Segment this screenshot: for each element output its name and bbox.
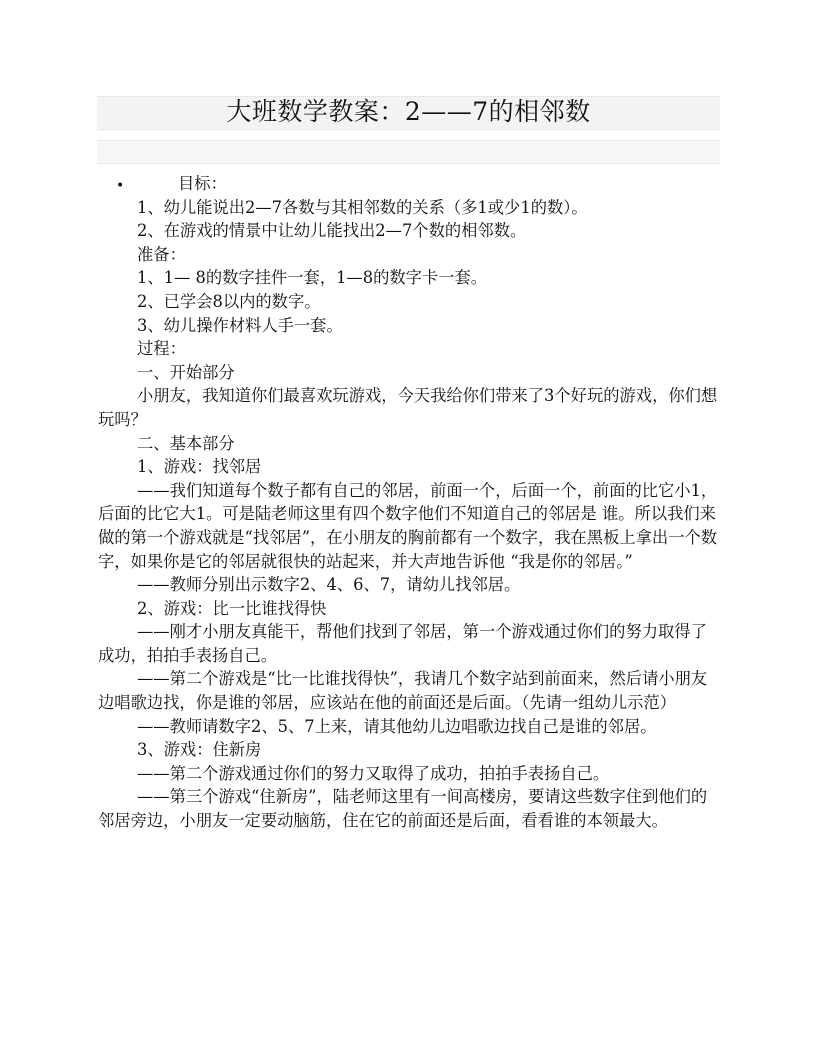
game-3-heading: 3、游戏：住新房 [137,740,262,760]
game-2-heading: 2、游戏：比一比谁找得快 [137,598,327,618]
game-1-activity: ——教师分别出示数字2、4、6、7，请幼儿找邻居。 [137,575,521,595]
process-heading: 过程： [137,339,186,359]
section-start-heading: 一、开始部分 [137,362,235,382]
goal-heading: 目标： [178,174,227,193]
lesson-body [98,172,718,833]
prep-item-1: 1、1— 8的数字挂件一套，1—8的数字卡一套。 [137,268,488,288]
goal-item-1: 1、幼儿能说出2—7各数与其相邻数的关系（多1或少1的数）。 [137,197,588,217]
game-2-activity: ——教师请数字2、5、7上来，请其他幼儿边唱歌边找自己是谁的邻居。 [137,716,657,736]
page-title: 大班数学教案：2——7的相邻数 [226,97,591,126]
prep-item-3: 3、幼儿操作材料人手一套。 [137,315,343,335]
paragraph-intro: 小朋友，我知道你们最喜欢玩游戏，今天我给你们带来了3个好玩的游戏，你们想玩吗？ [98,386,718,429]
game-1-heading: 1、游戏：找邻居 [137,457,262,477]
game-3-description: ——第三个游戏“住新房”，陆老师这里有一间高楼房，要请这些数字住到他们的邻居旁边，小朋友一定要动脑筋，住在它的前面还是后面，看看谁的本领最大。 [98,787,708,831]
list-bullet: • [116,178,125,194]
game-3-praise: ——第二个游戏通过你们的努力又取得了成功，拍拍手表扬自己。 [137,763,610,783]
section-basic-heading: 二、基本部分 [137,433,235,453]
prep-item-2: 2、已学会8以内的数字。 [137,291,321,311]
game-1-description: ——我们知道每个数子都有自己的邻居，前面一个，后面一个，前面的比它小1，后面的比它大1。可是陆老师这里有四个数字他们不知道自己的邻居是 谁。所以我们来做的第一个游戏就是“找邻居”，在小朋友的胸前都有一个数字，我在黑板上拿出一个数字，如果你是它的邻居就很快的站起来，并大声地告诉他 “我是你的邻居。” [98,480,718,571]
goal-item-2: 2、在游戏的情景中让幼儿能找出2—7个数的相邻数。 [137,221,527,241]
subtitle-background [97,140,720,164]
game-2-praise: ——刚才小朋友真能干，帮他们找到了邻居，第一个游戏通过你们的努力取得了成功，拍拍手表扬自己。 [98,622,707,665]
game-2-description: ——第二个游戏是“比一比谁找得快”，我请几个数字站到前面来，然后请小朋友边唱歌边找，你是谁的邻居，应该站在他的前面还是后面。（先请一组幼儿示范） [98,669,708,713]
prep-heading: 准备： [137,244,186,264]
